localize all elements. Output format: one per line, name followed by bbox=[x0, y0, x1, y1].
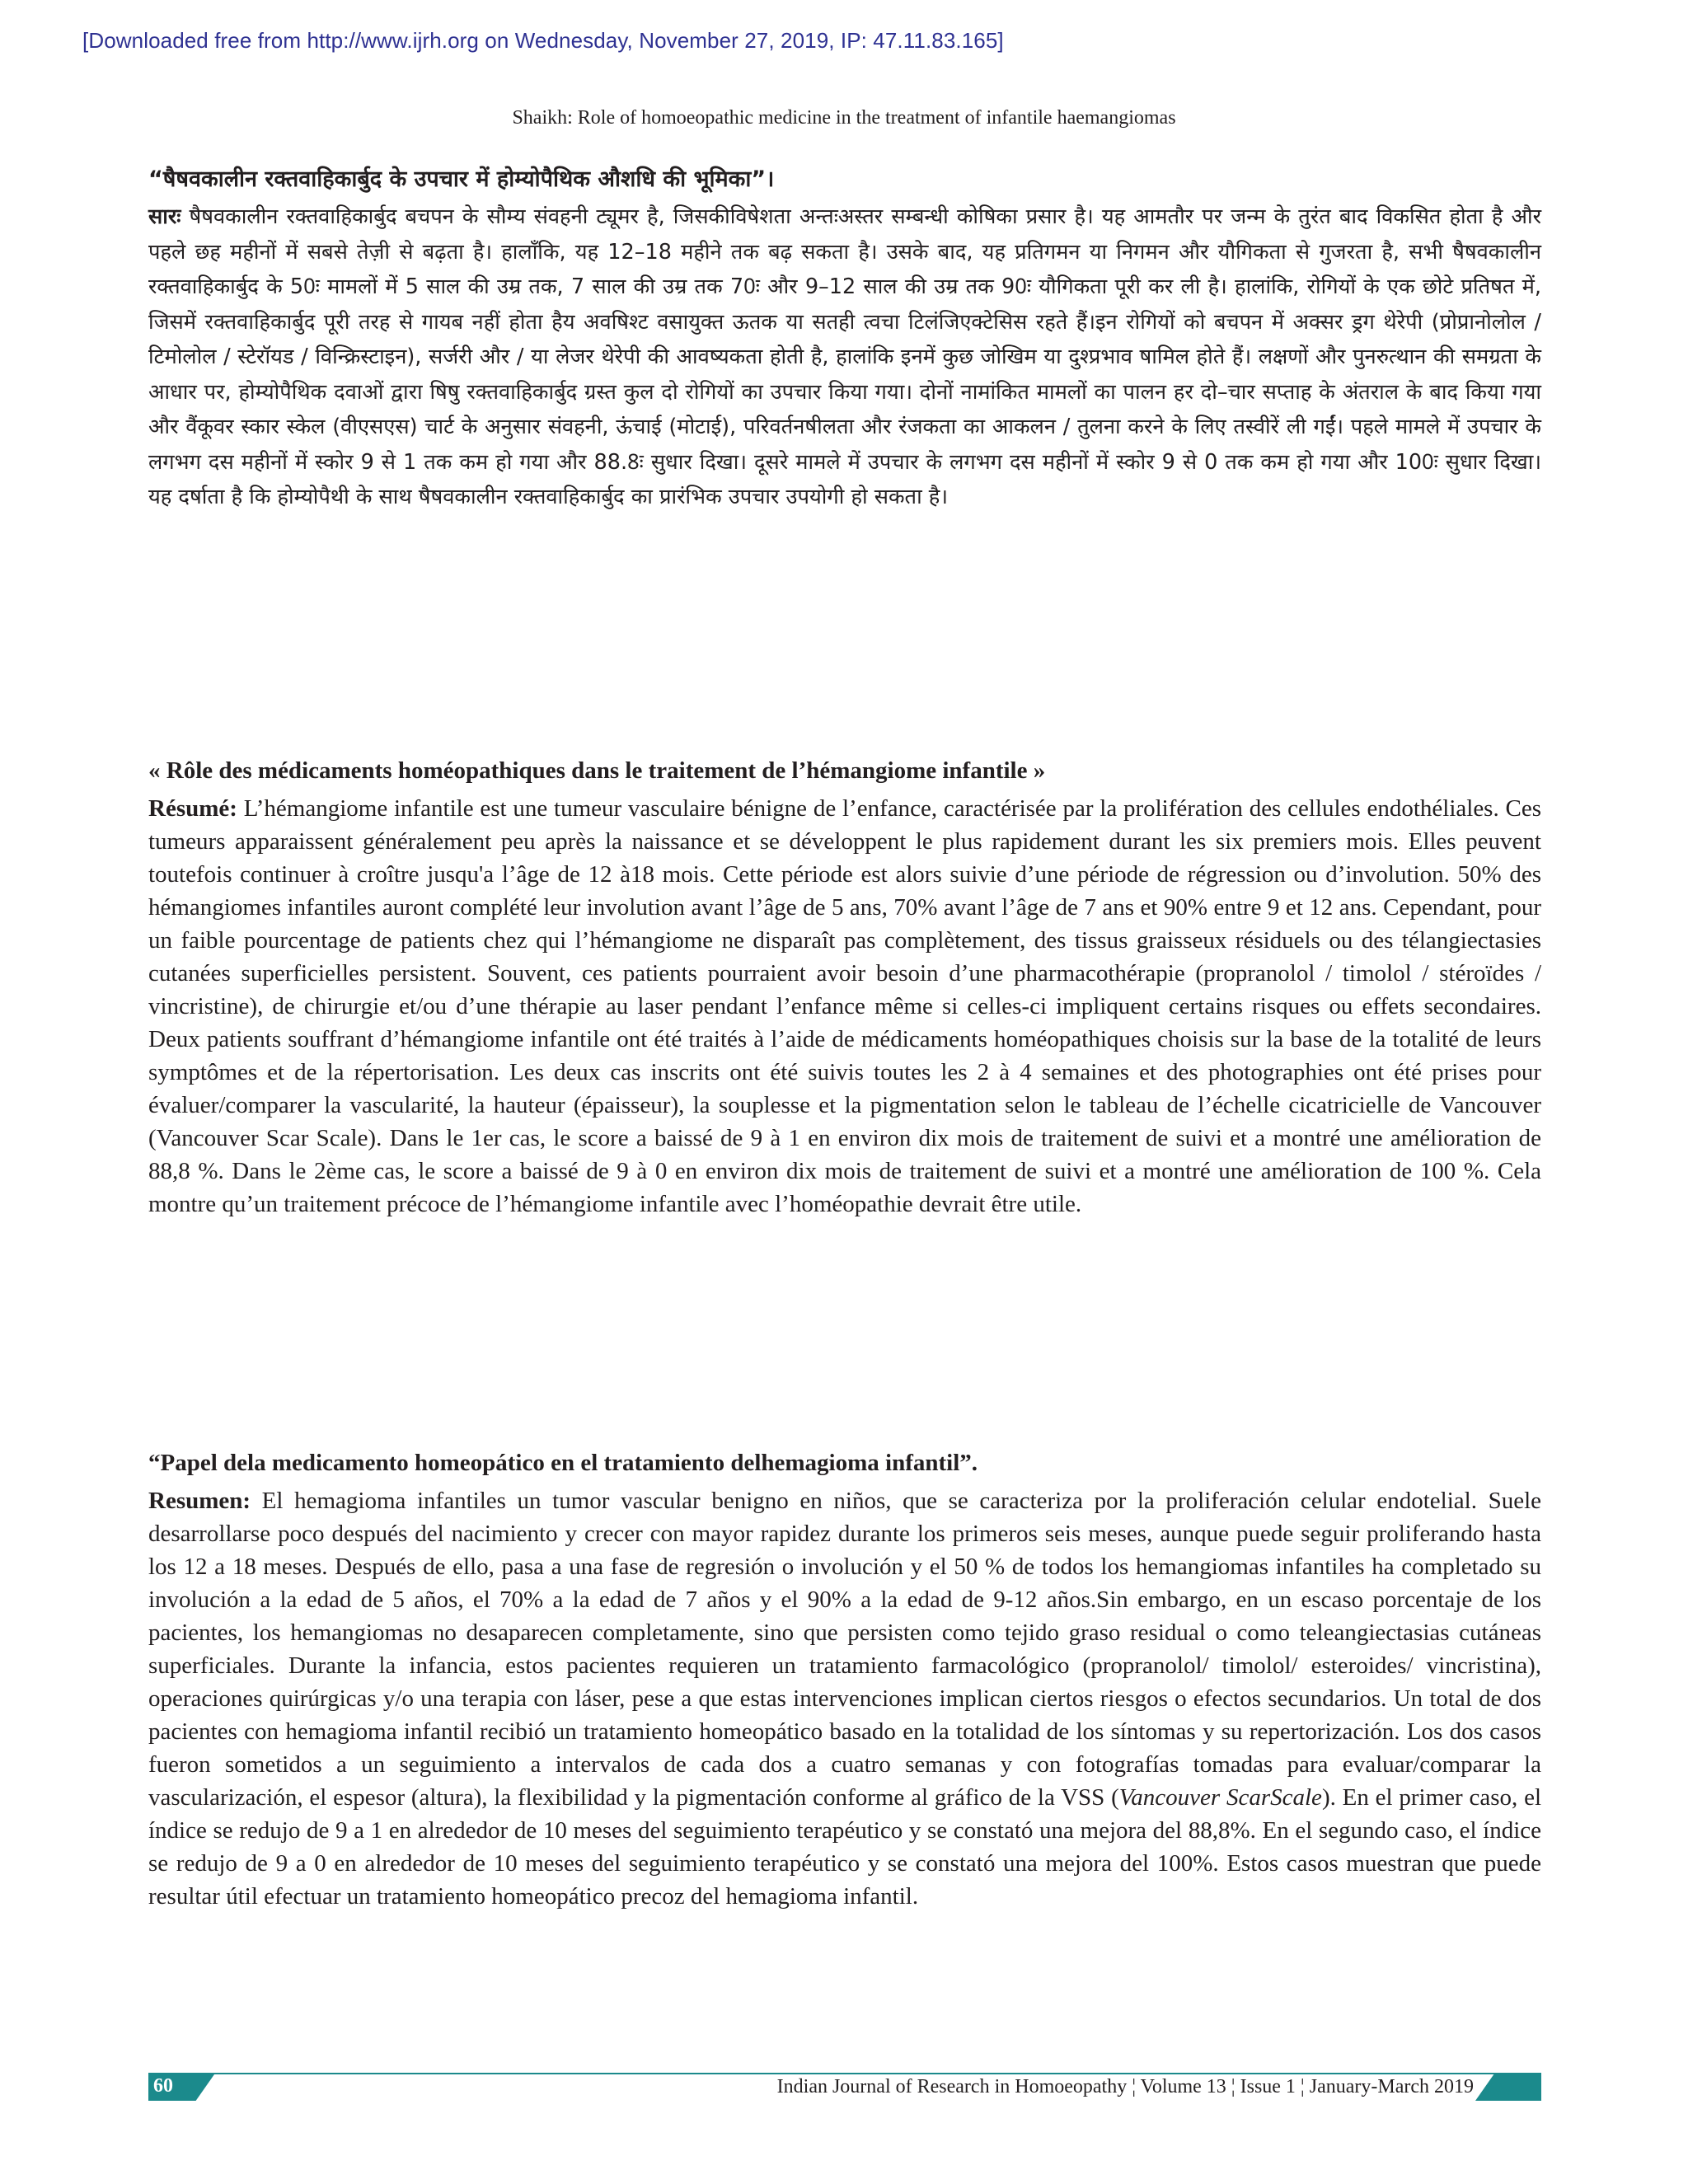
spanish-abstract-text-part2: ). En el primer caso, el índice se redujo de 9 a 1 en alrededor de 10 meses del seguimiento terapéutico y se constató una mejora del 88,8%. En el segundo caso, el índice se redujo de 9 a 0 en alrededor de 10 meses del seguimiento terapéutico y se constató una mejora del 100%. Estos casos muestran que puede resultar útil efectuar un tratamiento homeopático precoz del hemagioma infantil. bbox=[148, 1784, 1541, 1910]
running-head: Shaikh: Role of homoeopathic medicine in the treatment of infantile haemangiomas bbox=[512, 107, 1176, 129]
footer-end-badge bbox=[1475, 2074, 1541, 2101]
spanish-abstract-text-part1: El hemagioma infantiles un tumor vascular benigno en niños, que se caracteriza por la proliferación celular endotelial. Suele desarrollarse poco después del nacimiento y crecer con mayor rapidez durante los primeros seis meses, aunque puede seguir proliferando hasta los 12 a 18 meses. Después de ello, pasa a una fase de regresión o involución y el 50 % de todos los hemangiomas infantiles ha completado su involución a la edad de 5 años, el 70% a la edad de 7 años y el 90% a la edad de 9-12 años.Sin embargo, en un escaso porcentaje de los pacientes, los hemangiomas no desaparecen completamente, sino que persisten como tejido graso residual o como teleangiectasias cutáneas superficiales. Durante la infancia, estos pacientes requieren un tratamiento farmacológico (propranolol/ timolol/ esteroides/ vincristina), operaciones quirúrgicas y/o una terapia con láser, pese a que estas intervenciones implican ciertos riesgos o efectos secundarios. Un total de dos pacientes con hemagioma infantil recibió un tratamiento homeopático basado en la totalidad de los síntomas y su repertorización. Los dos casos fueron sometidos a un seguimiento a intervalos de cada dos a cuatro semanas y con fotografías tomadas para evaluar/comparar la vascularización, el espesor (altura), la flexibilidad y la pigmentación conforme al gráfico de la VSS ( bbox=[148, 1488, 1541, 1811]
hindi-abstract bbox=[148, 163, 1541, 515]
spanish-abstract bbox=[148, 1446, 1541, 1913]
page-footer bbox=[148, 2073, 1541, 2101]
download-notice: [Downloaded free from http://www.ijrh.org on Wednesday, November 27, 2019, IP: 47.11.83.165] bbox=[82, 28, 1004, 53]
page-number: 60 bbox=[153, 2075, 173, 2097]
hindi-abstract-text: षैषवकालीन रक्तवाहिकार्बुद बचपन के सौम्य संवहनी ट्यूमर है, जिसकीविषेशता अन्तःअस्तर सम्बन्धी कोषिका प्रसार है। यह आमतौर पर जन्म के तुरंत बाद विकसित होता है और पहले छह महीनों में सबसे तेज़ी से बढ़ता है। हालाँकि, यह 12–18 महीने तक बढ़ सकता है। उसके बाद, यह प्रतिगमन या निगमन और यौगिकता से गुजरता है, सभी षैषवकालीन रक्तवाहिकार्बुद के 50ः मामलों में 5 साल की उम्र तक, 7 साल की उम्र तक 70ः और 9–12 साल की उम्र तक 90ः यौगिकता पूरी कर ली है। हालांकि, रोगियों के एक छोटे प्रतिषत में, जिसमें रक्तवाहिकार्बुद पूरी तरह से गायब नहीं होता हैय अवषिश्ट वसायुक्त ऊतक या सतही त्वचा टिलंजिएक्टेसिस रहते हैं।इन रोगियों को बचपन में अक्सर ड्रग थेरेपी (प्रोप्रानोलोल / टिमोलोल / स्टेरॉयड / विन्क्रिस्टाइन), सर्जरी और / या लेजर थेरेपी की आवष्यकता होती है, हालांकि इनमें कुछ जोखिम या दुश्प्रभाव षामिल होते हैं। लक्षणों और पुनरुत्थान की समग्रता के आधार पर, होम्योपैथिक दवाओं द्वारा षिषु रक्तवाहिकार्बुद ग्रस्त कुल दो रोगियों का उपचार किया गया। दोनों नामांकित मामलों का पालन हर दो–चार सप्ताह के अंतराल के बाद किया गया और वैंकूवर स्कार स्केल (वीएसएस) चार्ट के अनुसार संवहनी, ऊंचाई (मोटाई), परिवर्तनषीलता और रंजकता का आकलन / तुलना करने के लिए तस्वीरें ली गईं। पहले मामले में उपचार के लगभग दस महीनों में स्कोर 9 से 1 तक कम हो गया और 88.8ः सुधार दिखा। दूसरे मामले में उपचार के लगभग दस महीनों में स्कोर 9 से 0 तक कम हो गया और 100ः सुधार दिखा। यह दर्षाता है कि होम्योपैथी के साथ षैषवकालीन रक्तवाहिकार्बुद का प्रारंभिक उपचार उपयोगी हो सकता है। bbox=[148, 204, 1541, 509]
hindi-abstract-body bbox=[148, 199, 1541, 515]
journal-citation: Indian Journal of Research in Homoeopathy ¦ Volume 13 ¦ Issue 1 ¦ January-March 2019 bbox=[776, 2076, 1474, 2097]
spanish-abstract-title: “Papel dela medicamento homeopático en el tratamiento delhemagioma infantil”. bbox=[148, 1450, 978, 1476]
spanish-abstract-lead: Resumen: bbox=[148, 1488, 251, 1514]
hindi-abstract-lead: सारः bbox=[148, 204, 181, 229]
footer-rule bbox=[148, 2073, 1541, 2074]
french-abstract bbox=[148, 754, 1541, 1221]
french-abstract-title: « Rôle des médicaments homéopathiques dans le traitement de l’hémangiome infantile » bbox=[148, 757, 1046, 784]
spanish-abstract-italic-term: Vancouver ScarScale bbox=[1118, 1784, 1322, 1811]
spanish-abstract-body bbox=[148, 1484, 1541, 1913]
french-abstract-body bbox=[148, 792, 1541, 1221]
hindi-abstract-title: “षैषवकालीन रक्तवाहिकार्बुद के उपचार में होम्योपैथिक औशधि की भूमिका”। bbox=[148, 166, 775, 192]
french-abstract-text: L’hémangiome infantile est une tumeur vasculaire bénigne de l’enfance, caractérisée par la prolifération des cellules endothéliales. Ces tumeurs apparaissent généralement peu après la naissance et se développent le plus rapidement durant les six premiers mois. Elles peuvent toutefois continuer à croître jusqu'a l’âge de 12 à18 mois. Cette période est alors suivie d’une période de régression ou d’involution. 50% des hémangiomes infantiles auront complété leur involution avant l’âge de 5 ans, 70% avant l’âge de 7 ans et 90% entre 9 et 12 ans. Cependant, pour un faible pourcentage de patients chez qui l’hémangiome ne disparaît pas complètement, des tissus graisseux résiduels ou des télangiectasies cutanées superficielles persistent. Souvent, ces patients pourraient avoir besoin d’une pharmacothérapie (propranolol / timolol / stéroïdes / vincristine), de chirurgie et/ou d’une thérapie au laser pendant l’enfance même si celles-ci impliquent certains risques ou effets secondaires. Deux patients souffrant d’hémangiome infantile ont été traités à l’aide de médicaments homéopathiques choisis sur la base de la totalité de leurs symptômes et de la répertorisation. Les deux cas inscrits ont été suivis toutes les 2 à 4 semaines et des photographies ont été prises pour évaluer/comparer la vascularité, la hauteur (épaisseur), la souplesse et la pigmentation selon le tableau de l’échelle cicatricielle de Vancouver (Vancouver Scar Scale). Dans le 1er cas, le score a baissé de 9 à 1 en environ dix mois de traitement de suivi et a montré une amélioration de 88,8 %. Dans le 2ème cas, le score a baissé de 9 à 0 en environ dix mois de traitement de suivi et a montré une amélioration de 100 %. Cela montre qu’un traitement précoce de l’hémangiome infantile avec l’homéopathie devrait être utile. bbox=[148, 795, 1541, 1217]
french-abstract-lead: Résumé: bbox=[148, 795, 237, 822]
